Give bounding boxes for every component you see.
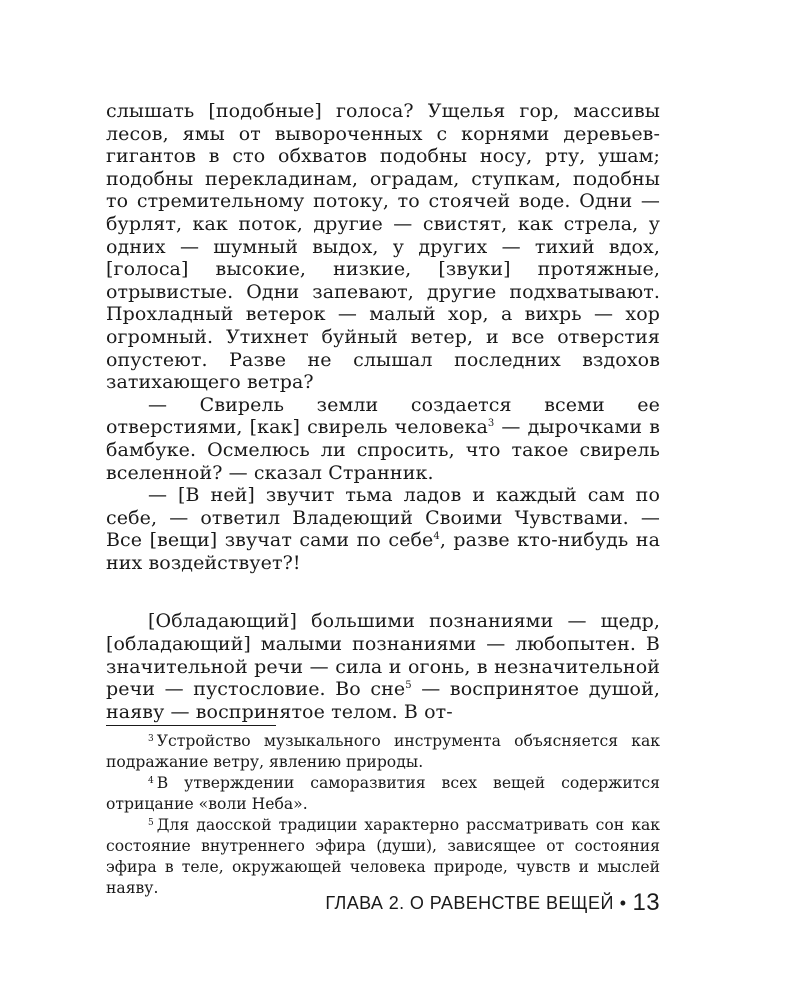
paragraph-3-text-a: — [В ней] звучит тьма ладов и каждый сам по себе, — ответил Владеющий Своими Чувствами. — Все [вещи] звучат сами по себе	[106, 484, 660, 552]
page-number: 13	[632, 889, 660, 916]
footnote-ref-4: 4	[433, 531, 440, 543]
paragraph-1: слышать [подобные] голоса? Ущелья гор, массивы лесов, ямы от вывороченных с корнями деревьев-гигантов в сто обхватов подобны носу, рту, ушам; подобны перекладинам, оградам, ступкам, подобны то стремительному потоку, то стоячей воде. Одни — бурлят, как поток, другие — свистят, как стрела, у одних — шумный выдох, у других — тихий вдох, [голоса] высокие, низкие, [звуки] протяжные, отрывистые. Одни запевают, другие подхватывают. Прохладный ветерок — малый хор, а вихрь — хор огромный. Утихнет буйный ветер, и все отверстия опустеют. Разве не слышал последних вздохов затихающего ветра?	[106, 100, 660, 394]
footnote-number: 3	[148, 734, 154, 744]
paragraph-3	[106, 484, 660, 574]
footnote-text: В утверждении саморазвития всех вещей содержится отрицание «воли Неба».	[106, 774, 660, 813]
footnote-4	[106, 773, 660, 815]
footnote-3	[106, 731, 660, 773]
footnote-ref-3: 3	[487, 418, 495, 430]
footnotes	[106, 731, 660, 899]
paragraph-4	[106, 610, 660, 723]
footer-bullet: •	[619, 893, 627, 913]
paragraph-3-text-b: , разве кто-нибудь на них воздействует?!	[106, 529, 660, 574]
running-footer	[325, 889, 660, 917]
footnote-text: Для даосской традиции характерно рассматривать сон как состояние внутреннего эфира (души), зависящее от состояния эфира в теле, окружающей человека природе, чувств и мыслей наяву.	[106, 816, 660, 897]
footnote-number: 5	[148, 818, 154, 828]
chapter-title: ГЛАВА 2. О РАВЕНСТВЕ ВЕЩЕЙ	[325, 893, 614, 913]
footnote-number: 4	[148, 776, 154, 786]
page-body	[106, 100, 660, 723]
paragraph-4-text-a: [Обладающий] большими познаниями — щедр, [обладающий] малыми познаниями — любопытен. В значительной речи — сила и огонь, в незначительной речи — пустословие. Во сне	[106, 610, 660, 701]
section-break	[106, 574, 660, 610]
footnote-5	[106, 815, 660, 899]
paragraph-4-text-b: — воспринятое душой, наяву — воспринятое телом. В от-	[106, 678, 660, 723]
footnote-ref-5: 5	[405, 680, 412, 692]
main-text	[106, 100, 660, 723]
paragraph-2	[106, 394, 660, 484]
paragraph-2-text-b: — дырочками в бамбуке. Осмелюсь ли спросить, что такое свирель вселенной? — сказал Странник.	[106, 416, 660, 484]
paragraph-2-text-a: — Свирель земли создается всеми ее отверстиями, [как] свирель человека	[106, 393, 660, 439]
footnote-text: Устройство музыкального инструмента объясняется как подражание ветру, явлению природы.	[106, 732, 660, 771]
footnote-divider	[106, 725, 276, 726]
